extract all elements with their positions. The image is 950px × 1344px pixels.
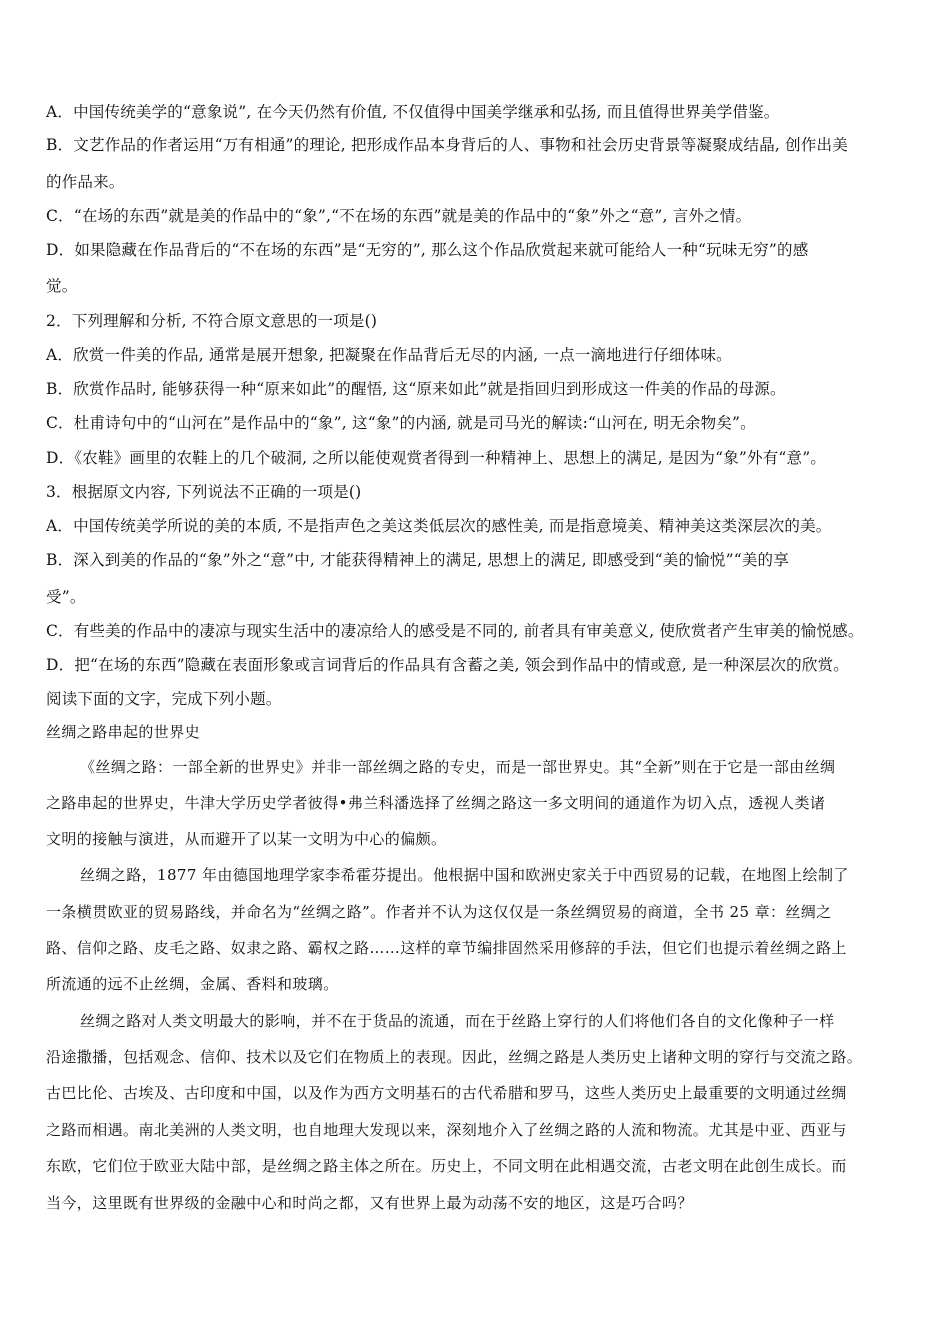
reading-instruction: 阅读下面的文字，完成下列小题。 <box>46 690 282 708</box>
q3-option-a: A．中国传统美学所说的美的本质, 不是指声色之美这类低层次的感性美, 而是指意境美、精神美这类深层次的美。 <box>46 517 832 535</box>
article-p1-line1: 《丝绸之路：一部全新的世界史》并非一部丝绸之路的专史，而是一部世界史。其“全新”则在于它是一部由丝绸 <box>80 758 836 776</box>
q2-option-a: A．欣赏一件美的作品, 通常是展开想象, 把凝聚在作品背后无尽的内涵, 一点一滴地进行仔细体味。 <box>46 346 732 364</box>
q3-option-c: C．有些美的作品中的凄凉与现实生活中的凄凉给人的感受是不同的, 前者具有审美意义, 使欣赏者产生审美的愉悦感。 <box>46 622 864 640</box>
q3-option-b-line1: B．深入到美的作品的“象”外之“意”中, 才能获得精神上的满足, 思想上的满足, 即感受到“美的愉悦”“美的享 <box>46 551 789 569</box>
q2-stem: 2．下列理解和分析, 不符合原文意思的一项是() <box>46 312 378 330</box>
q2-option-d: D．《农鞋》画里的农鞋上的几个破洞, 之所以能使观赏者得到一种精神上、思想上的满足, 是因为“象”外有“意”。 <box>46 449 827 467</box>
article-p1-line2: 之路串起的世界史，牛津大学历史学者彼得•弗兰科潘选择了丝绸之路这一多文明间的通道作为切入点，透视人类诸 <box>46 794 826 812</box>
q1-option-a: A．中国传统美学的“意象说”, 在今天仍然有价值, 不仅值得中国美学继承和弘扬, 而且值得世界美学借鉴。 <box>46 103 780 121</box>
q1-option-b-line2: 的作品来。 <box>46 173 125 191</box>
q3-option-b-line2: 受”。 <box>46 588 86 606</box>
q2-option-c: C．杜甫诗句中的“山河在”是作品中的“象”, 这“象”的内涵, 就是司马光的解读:“山河在, 明无余物矣”。 <box>46 414 756 432</box>
article-p2-line2: 一条横贯欧亚的贸易路线，并命名为“丝绸之路”。作者并不认为这仅仅是一条丝绸贸易的商道，全书 25 章：丝绸之 <box>46 903 832 921</box>
article-p2-line1: 丝绸之路，1877 年由德国地理学家李希霍芬提出。他根据中国和欧洲史家关于中西贸易的记载，在地图上绘制了 <box>80 866 849 884</box>
article-p3-line1: 丝绸之路对人类文明最大的影响，并不在于货品的流通，而在于丝路上穿行的人们将他们各自的文化像种子一样 <box>80 1012 835 1030</box>
article-p1-line3: 文明的接触与演进，从而避开了以某一文明为中心的偏颇。 <box>46 830 447 848</box>
q1-option-c: C．“在场的东西”就是美的作品中的“象”,“不在场的东西”就是美的作品中的“象”外之“意”, 言外之情。 <box>46 207 752 225</box>
article-p3-line2: 沿途撒播，包括观念、信仰、技术以及它们在物质上的表现。因此，丝绸之路是人类历史上诸种文明的穿行与交流之路。 <box>46 1048 863 1066</box>
q2-option-b: B．欣赏作品时, 能够获得一种“原来如此”的醒悟, 这“原来如此”就是指回归到形成这一件美的作品的母源。 <box>46 380 786 398</box>
article-p3-line4: 之路而相遇。南北美洲的人类文明，也自地理大发现以来，深刻地介入了丝绸之路的人流和物流。尤其是中亚、西亚与 <box>46 1121 847 1139</box>
article-p3-line5: 东欧，它们位于欧亚大陆中部，是丝绸之路主体之所在。历史上，不同文明在此相遇交流，古老文明在此创生成长。而 <box>46 1157 847 1175</box>
q1-option-d-line2: 觉。 <box>46 277 78 295</box>
q3-stem: 3．根据原文内容, 下列说法不正确的一项是() <box>46 483 362 501</box>
q1-option-b-line1: B．文艺作品的作者运用“万有相通”的理论, 把形成作品本身背后的人、事物和社会历史背景等凝聚成结晶, 创作出美 <box>46 136 848 154</box>
article-title: 丝绸之路串起的世界史 <box>46 723 201 741</box>
article-p2-line4: 所流通的远不止丝绸，金属、香料和玻璃。 <box>46 975 339 993</box>
q3-option-d: D．把“在场的东西”隐藏在表面形象或言词背后的作品具有含蓄之美, 领会到作品中的情或意, 是一种深层次的欣赏。 <box>46 656 849 674</box>
article-p3-line6: 当今，这里既有世界级的金融中心和时尚之都，又有世界上最为动荡不安的地区，这是巧合吗？ <box>46 1194 693 1212</box>
q1-option-d-line1: D．如果隐藏在作品背后的“不在场的东西”是“无穷的”, 那么这个作品欣赏起来就可能给人一种“玩味无穷”的感 <box>46 241 809 259</box>
article-p3-line3: 古巴比伦、古埃及、古印度和中国，以及作为西方文明基石的古代希腊和罗马，这些人类历史上最重要的文明通过丝绸 <box>46 1084 847 1102</box>
article-p2-line3: 路、信仰之路、皮毛之路、奴隶之路、霸权之路……这样的章节编排固然采用修辞的手法，但它们也提示着丝绸之路上 <box>46 939 847 957</box>
